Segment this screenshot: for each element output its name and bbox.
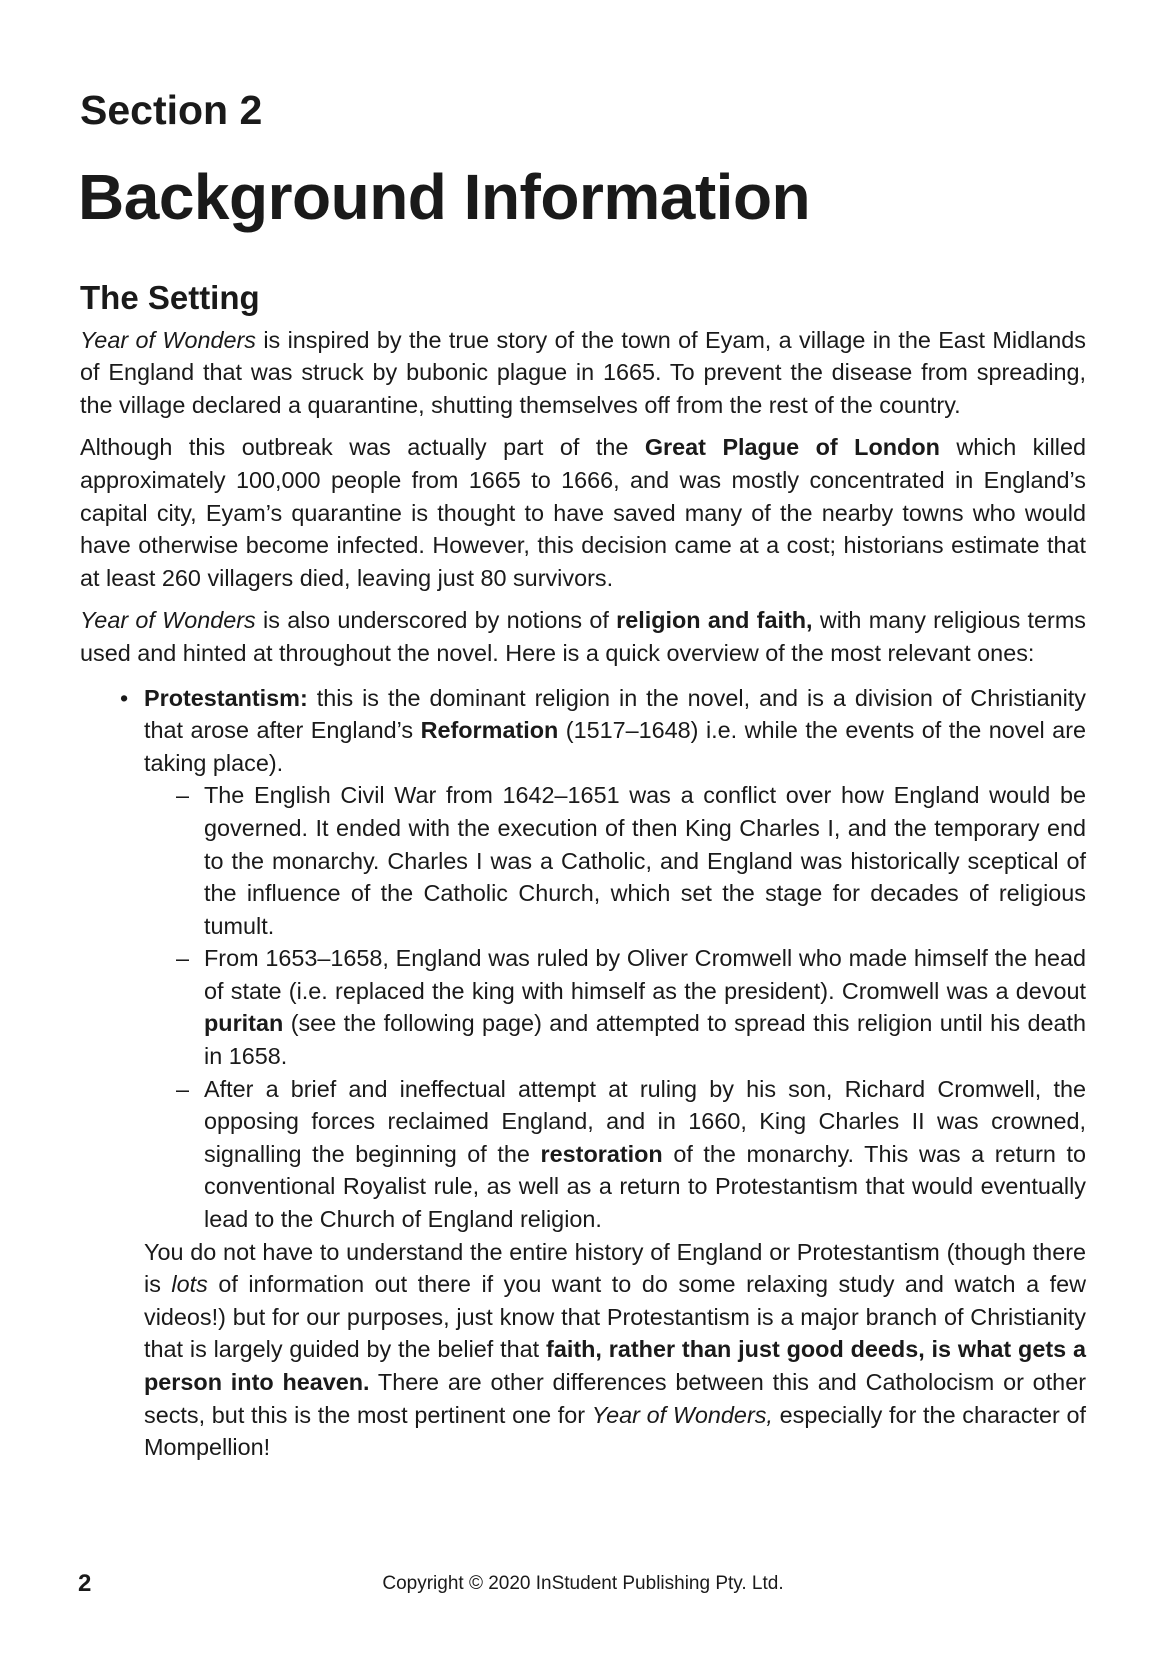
book-title-italic: Year of Wonders, [591, 1401, 773, 1428]
page-title: Background Information [78, 161, 811, 233]
book-title-italic: Year of Wonders [80, 607, 256, 634]
paragraph-text: of information out there if you want to do some relaxing study and watch a few videos!) but for our purposes, just know that Protestantism is a major branch of Christianity that is largely guided by the belief that [144, 1271, 1086, 1363]
setting-paragraph-1 [80, 324, 1086, 422]
page-number: 2 [78, 1570, 92, 1597]
bullet-item-protestantism [120, 682, 1086, 1236]
dash-marker: – [176, 1075, 190, 1102]
paragraph-text: You do not have to understand the entire history of England or Protestantism (though there is [144, 1238, 1086, 1298]
bold-term: Great Plague of London [644, 434, 940, 461]
setting-paragraph-2 [80, 431, 1086, 594]
paragraph-text: There are other differences between this and Catholocism or other sects, but this is the most pertinent one for [144, 1369, 1086, 1428]
dash-text: From 1653–1658, England was ruled by Oliver Cromwell who made himself the head of state (i.e. replaced the king with himself as the president). Cromwell was a devout [204, 945, 1086, 1004]
paragraph-text: is inspired by the true story of the town of Eyam, a village in the East Midlands of England that was struck by bubonic plague in 1665. To prevent the disease from spreading, the village declared a quarantine, shutting themselves off from the rest of the country. [80, 326, 1086, 418]
dash-text: The English Civil War from 1642–1651 was a conflict over how England would be governed. It ended with the execution of then King Charles I, and the temporary end to the monarchy. Charles I was a Catholic, and England was historically sceptical of the influence of the Catholic Church, which set the stage for decades of religious tumult. [204, 782, 1086, 939]
dash-item-civil-war [176, 779, 1086, 942]
closing-paragraph [144, 1236, 1086, 1464]
dash-marker: – [176, 945, 190, 972]
bold-term: Reformation [420, 717, 559, 744]
paragraph-text: with many religious terms used and hinted at throughout the novel. Here is a quick overview of the most relevant ones: [80, 607, 1087, 666]
section-label: Section 2 [80, 87, 263, 133]
italic-word: lots [171, 1271, 208, 1298]
paragraph-text: is also underscored by notions of [255, 607, 617, 634]
dash-item-restoration [176, 1073, 1086, 1236]
setting-paragraph-3 [80, 604, 1086, 669]
bold-term: puritan [204, 1010, 284, 1037]
main-content [80, 278, 1086, 1464]
dash-item-cromwell [176, 942, 1086, 1072]
dash-text: of the monarchy. This was a return to conventional Royalist rule, as well as a return to Protestantism that would eventually lead to the Church of England religion. [204, 1140, 1086, 1233]
paragraph-text: Although this outbreak was actually part of the [80, 434, 645, 461]
copyright-notice: Copyright © 2020 InStudent Publishing Pty. Ltd. [382, 1573, 784, 1594]
bullet-text: this is the dominant religion in the novel, and is a division of Christianity that arose after England’s [144, 684, 1086, 744]
bullet-text: (1517–1648) i.e. while the events of the novel are taking place). [144, 717, 1086, 776]
bold-term: Protestantism: [144, 684, 308, 711]
setting-heading: The Setting [80, 279, 260, 316]
dash-marker: – [176, 782, 190, 809]
dash-list [144, 779, 1086, 1235]
bullet-marker: • [120, 684, 129, 711]
bullet-list [80, 682, 1086, 1236]
book-title-italic: Year of Wonders [80, 326, 256, 353]
paragraph-text: especially for the character of Mompellion! [144, 1401, 1086, 1461]
bold-term: restoration [540, 1140, 663, 1167]
dash-text: (see the following page) and attempted to spread this religion until his death in 1658. [204, 1010, 1086, 1070]
bold-term: religion and faith, [616, 607, 813, 634]
bold-statement: faith, rather than just good deeds, is what gets a person into heaven. [144, 1336, 1087, 1395]
dash-text: After a brief and ineffectual attempt at ruling by his son, Richard Cromwell, the opposing forces reclaimed England, and in 1660, King Charles II was crowned, signalling the beginning of the [204, 1075, 1086, 1167]
paragraph-text: which killed approximately 100,000 people from 1665 to 1666, and was mostly concentrated in England’s capital city, Eyam’s quarantine is thought to have saved many of the nearby towns who would have otherwise become infected. However, this decision came at a cost; historians estimate that at least 260 villagers died, leaving just 80 survivors. [80, 434, 1086, 591]
